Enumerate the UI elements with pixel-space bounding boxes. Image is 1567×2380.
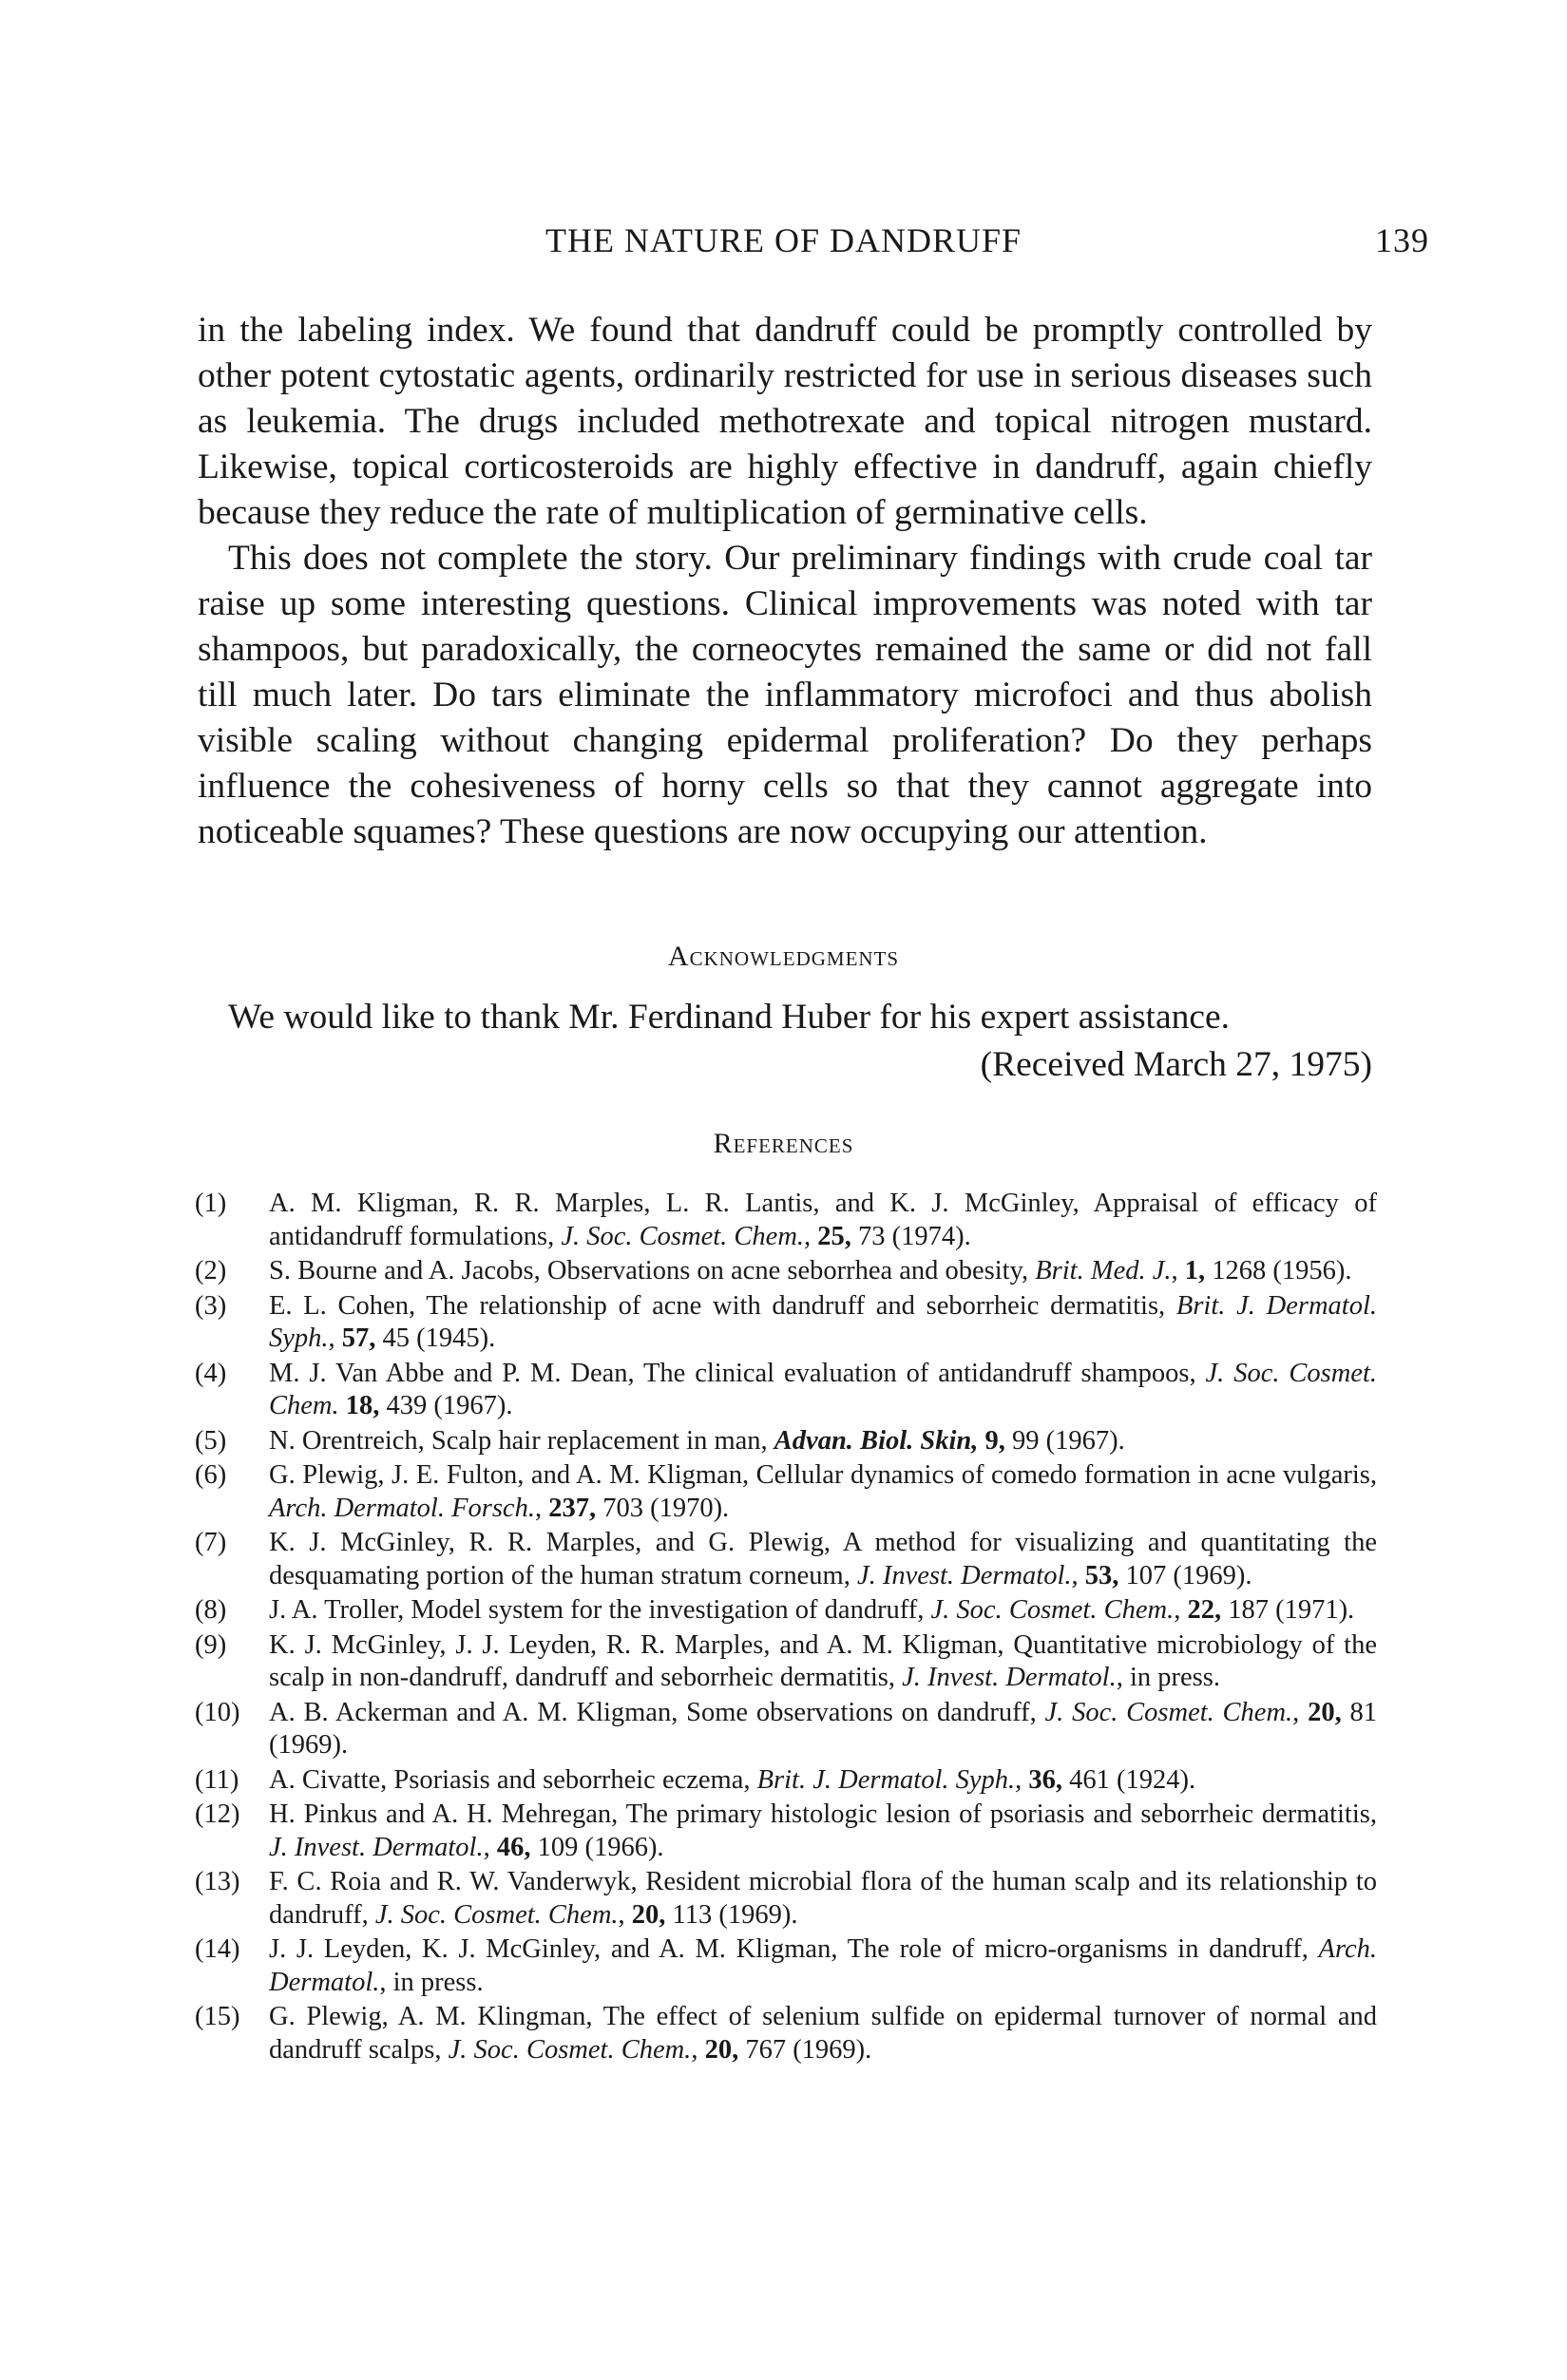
reference-item xyxy=(195,1527,1377,1592)
reference-text-run: J. Soc. Cosmet. Chem. xyxy=(561,1221,805,1251)
reference-text-run: 109 (1966). xyxy=(530,1832,664,1862)
reference-text xyxy=(269,1629,1377,1695)
reference-text-run: , xyxy=(1015,1764,1029,1795)
reference-text-run: 9, xyxy=(984,1425,1005,1456)
reference-text-run: 46, xyxy=(496,1832,531,1862)
reference-number: (5) xyxy=(195,1425,227,1456)
reference-text-run: G. Plewig, A. M. Klingman, The effect of selenium sulfide on epidermal turnover of normal and dandruff scalps, xyxy=(269,2002,1377,2065)
reference-text xyxy=(269,1459,1377,1525)
reference-text xyxy=(269,1188,1377,1253)
reference-text xyxy=(269,1358,1377,1423)
reference-number: (8) xyxy=(195,1595,227,1625)
reference-item xyxy=(195,1933,1377,1999)
reference-text xyxy=(269,1290,1377,1356)
reference-text-run: E. L. Cohen, The relationship of acne with dandruff and seborrheic dermatitis, xyxy=(269,1290,1176,1321)
reference-number: (9) xyxy=(195,1629,227,1660)
running-header xyxy=(0,220,1567,268)
reference-text-run: , xyxy=(1071,1560,1085,1590)
reference-number: (1) xyxy=(195,1189,227,1218)
reference-item xyxy=(195,1255,1377,1288)
reference-text-run: Advan. Biol. Skin, xyxy=(774,1425,979,1456)
body-text xyxy=(198,308,1372,855)
reference-text xyxy=(269,1527,1377,1592)
reference-item xyxy=(195,1764,1377,1798)
reference-text-run: 18, xyxy=(345,1391,380,1420)
reference-text-run: K. J. McGinley, R. R. Marples, and G. Plewig, A method for visualizing and quantitating the desquamating portion of the human stratum corneum, xyxy=(269,1528,1377,1590)
reference-text-run: 237, xyxy=(548,1493,597,1523)
acknowledgments-heading: Acknowledgments xyxy=(667,941,900,972)
reference-number: (11) xyxy=(195,1764,239,1795)
reference-text-run: , in press. xyxy=(379,1967,484,1997)
reference-text-run: J. Soc. Cosmet. Chem. xyxy=(448,2034,692,2065)
reference-text-run: M. J. Van Abbe and P. M. Dean, The clinical evaluation of antidandruff shampoos, xyxy=(269,1358,1206,1388)
reference-text-run: 99 (1967). xyxy=(1004,1425,1125,1456)
reference-text-run: G. Plewig, J. E. Fulton, and A. M. Kligman, Cellular dynamics of comedo formation in acne vulgaris, xyxy=(269,1460,1377,1490)
reference-text-run: 113 (1969). xyxy=(665,1899,798,1930)
reference-text-run: Brit. J. Dermatol. Syph. xyxy=(269,1290,1377,1353)
reference-text-run: J. Invest. Dermatol. xyxy=(269,1832,484,1862)
reference-text xyxy=(269,1594,1377,1628)
reference-text-run: 57, xyxy=(341,1323,376,1353)
reference-item xyxy=(195,1425,1377,1458)
reference-text-run: , xyxy=(534,1493,549,1523)
reference-item xyxy=(195,1629,1377,1695)
reference-text xyxy=(269,1425,1377,1458)
reference-item xyxy=(195,1697,1377,1762)
reference-text-run: H. Pinkus and A. H. Mehregan, The primary histologic lesion of psoriasis and seborrheic dermatitis, xyxy=(269,1799,1377,1829)
reference-text-run: A. B. Ackerman and A. M. Kligman, Some observations on dandruff, xyxy=(269,1697,1045,1727)
reference-text-run: F. C. Roia and R. W. Vanderwyk, Resident microbial flora of the human scalp and its relationship to dandruff, xyxy=(269,1867,1377,1930)
reference-text-run: 20, xyxy=(631,1899,666,1930)
references-heading: References xyxy=(713,1128,854,1159)
reference-text xyxy=(269,1255,1377,1288)
reference-text-run: J. Soc. Cosmet. Chem. xyxy=(930,1595,1175,1625)
reference-text-run: A. M. Kligman, R. R. Marples, L. R. Lantis, and K. J. McGinley, Appraisal of efficacy of antidandruff formulations, xyxy=(269,1189,1377,1251)
reference-text-run: 20, xyxy=(1308,1697,1342,1727)
reference-item xyxy=(195,1358,1377,1423)
reference-text-run: A. Civatte, Psoriasis and seborrheic eczema, xyxy=(269,1764,757,1795)
reference-text-run: 22, xyxy=(1187,1595,1222,1625)
reference-text-run: 1268 (1956). xyxy=(1205,1256,1352,1285)
reference-text xyxy=(269,1697,1377,1762)
reference-text xyxy=(269,1933,1377,1999)
reference-text-run: 53, xyxy=(1084,1560,1119,1590)
reference-text xyxy=(269,1799,1377,1864)
reference-text-run: J. Invest. Dermatol. xyxy=(856,1560,1072,1590)
reference-item xyxy=(195,1290,1377,1356)
reference-item xyxy=(195,1459,1377,1525)
reference-text-run: Brit. J. Dermatol. Syph. xyxy=(756,1764,1016,1795)
reference-text-run: , xyxy=(618,1899,632,1930)
reference-text-run: 107 (1969). xyxy=(1118,1560,1252,1590)
reference-number: (4) xyxy=(195,1358,227,1388)
reference-text-run: J. Soc. Cosmet. Chem. xyxy=(1044,1697,1293,1727)
reference-number: (14) xyxy=(195,1934,240,1964)
reference-text-run xyxy=(978,1426,984,1456)
reference-text-run: , xyxy=(328,1323,342,1353)
reference-text-run: J. Soc. Cosmet. Chem. xyxy=(269,1358,1377,1420)
reference-number: (7) xyxy=(195,1528,227,1557)
reference-number: (15) xyxy=(195,2002,240,2031)
reference-text-run: Brit. Med. J. xyxy=(1035,1256,1172,1285)
reference-text-run: 703 (1970). xyxy=(596,1493,730,1523)
reference-text-run: , xyxy=(804,1221,818,1251)
reference-text-run: K. J. McGinley, J. J. Leyden, R. R. Marples, and A. M. Kligman, Quantitative microbiology of the scalp in non-dandruff, dandruff and seborrheic dermatitis, xyxy=(269,1629,1377,1692)
reference-text-run: Arch. Dermatol. Forsch. xyxy=(269,1493,535,1523)
running-title: THE NATURE OF DANDRUFF xyxy=(545,221,1022,259)
reference-text-run: J. Invest. Dermatol. xyxy=(902,1663,1117,1692)
reference-text-run: 1, xyxy=(1184,1256,1206,1285)
reference-item xyxy=(195,1799,1377,1864)
reference-text-run: 439 (1967). xyxy=(379,1391,513,1420)
body-paragraph: in the labeling index. We found that dandruff could be promptly controlled by other potent cytostatic agents, ordinarily restricted for use in serious diseases such as leukemia. The drugs included methotrexate and topical nitrogen mustard. Likewise, topical corticosteroids are highly effective in dandruff, again chiefly because they reduce the rate of multiplication of germinative cells. xyxy=(198,311,1372,532)
reference-text-run: 25, xyxy=(817,1221,851,1251)
reference-text-run: 45 (1945). xyxy=(375,1323,496,1353)
reference-text-run: N. Orentreich, Scalp hair replacement in man, xyxy=(269,1425,774,1456)
reference-number: (12) xyxy=(195,1799,240,1829)
reference-number: (3) xyxy=(195,1290,227,1321)
reference-text-run: 81 (1969). xyxy=(269,1697,1378,1760)
reference-text-run: S. Bourne and A. Jacobs, Observations on acne seborrhea and obesity, xyxy=(269,1256,1036,1285)
reference-text xyxy=(269,1764,1377,1798)
reference-text xyxy=(269,2001,1377,2066)
reference-text-run: 36, xyxy=(1028,1764,1063,1795)
reference-text-run: J. Soc. Cosmet. Chem. xyxy=(374,1899,619,1930)
reference-number: (10) xyxy=(195,1697,240,1727)
reference-item xyxy=(195,1866,1377,1932)
reference-text-run: Arch. Dermatol. xyxy=(269,1934,1377,1997)
reference-text-run: 461 (1924). xyxy=(1062,1764,1196,1795)
reference-number: (13) xyxy=(195,1867,240,1896)
reference-text-run xyxy=(339,1391,346,1420)
acknowledgments-text: We would like to thank Mr. Ferdinand Huber for his expert assistance. xyxy=(228,998,1231,1037)
reference-number: (6) xyxy=(195,1460,227,1490)
received-date: (Received March 27, 1975) xyxy=(980,1045,1372,1084)
reference-text-run: J. A. Troller, Model system for the investigation of dandruff, xyxy=(269,1595,931,1625)
reference-text-run: 73 (1974). xyxy=(850,1221,971,1251)
reference-text-run: J. J. Leyden, K. J. McGinley, and A. M. Kligman, The role of micro-organisms in dandruff, xyxy=(269,1934,1319,1964)
reference-number: (2) xyxy=(195,1256,227,1285)
reference-text-run: , xyxy=(1174,1595,1188,1625)
reference-text-run: , xyxy=(1171,1256,1185,1285)
reference-text-run: 20, xyxy=(704,2034,739,2065)
reference-text-run: , xyxy=(1292,1697,1309,1727)
reference-text-run: 187 (1971). xyxy=(1221,1595,1355,1625)
references-list xyxy=(195,1188,1377,2068)
reference-text-run: , in press. xyxy=(1116,1663,1220,1692)
reference-text-run: 767 (1969). xyxy=(738,2034,872,2065)
body-paragraph: This does not complete the story. Our preliminary findings with crude coal tar raise up some interesting questions. Clinical improvements was noted with tar shampoos, but paradoxically, the corneocytes remained the same or did not fall till much later. Do tars eliminate the inflammatory microfoci and thus abolish visible scaling without changing epidermal proliferation? Do they perhaps influence the cohesiveness of horny cells so that they cannot aggregate into noticeable squames? These questions are now occupying our attention. xyxy=(198,539,1372,851)
reference-item xyxy=(195,1188,1377,1253)
page-number: 139 xyxy=(1375,221,1429,259)
reference-text-run: , xyxy=(691,2034,705,2065)
reference-item xyxy=(195,2001,1377,2066)
reference-item xyxy=(195,1594,1377,1628)
reference-text xyxy=(269,1866,1377,1932)
reference-text-run: , xyxy=(483,1832,497,1862)
